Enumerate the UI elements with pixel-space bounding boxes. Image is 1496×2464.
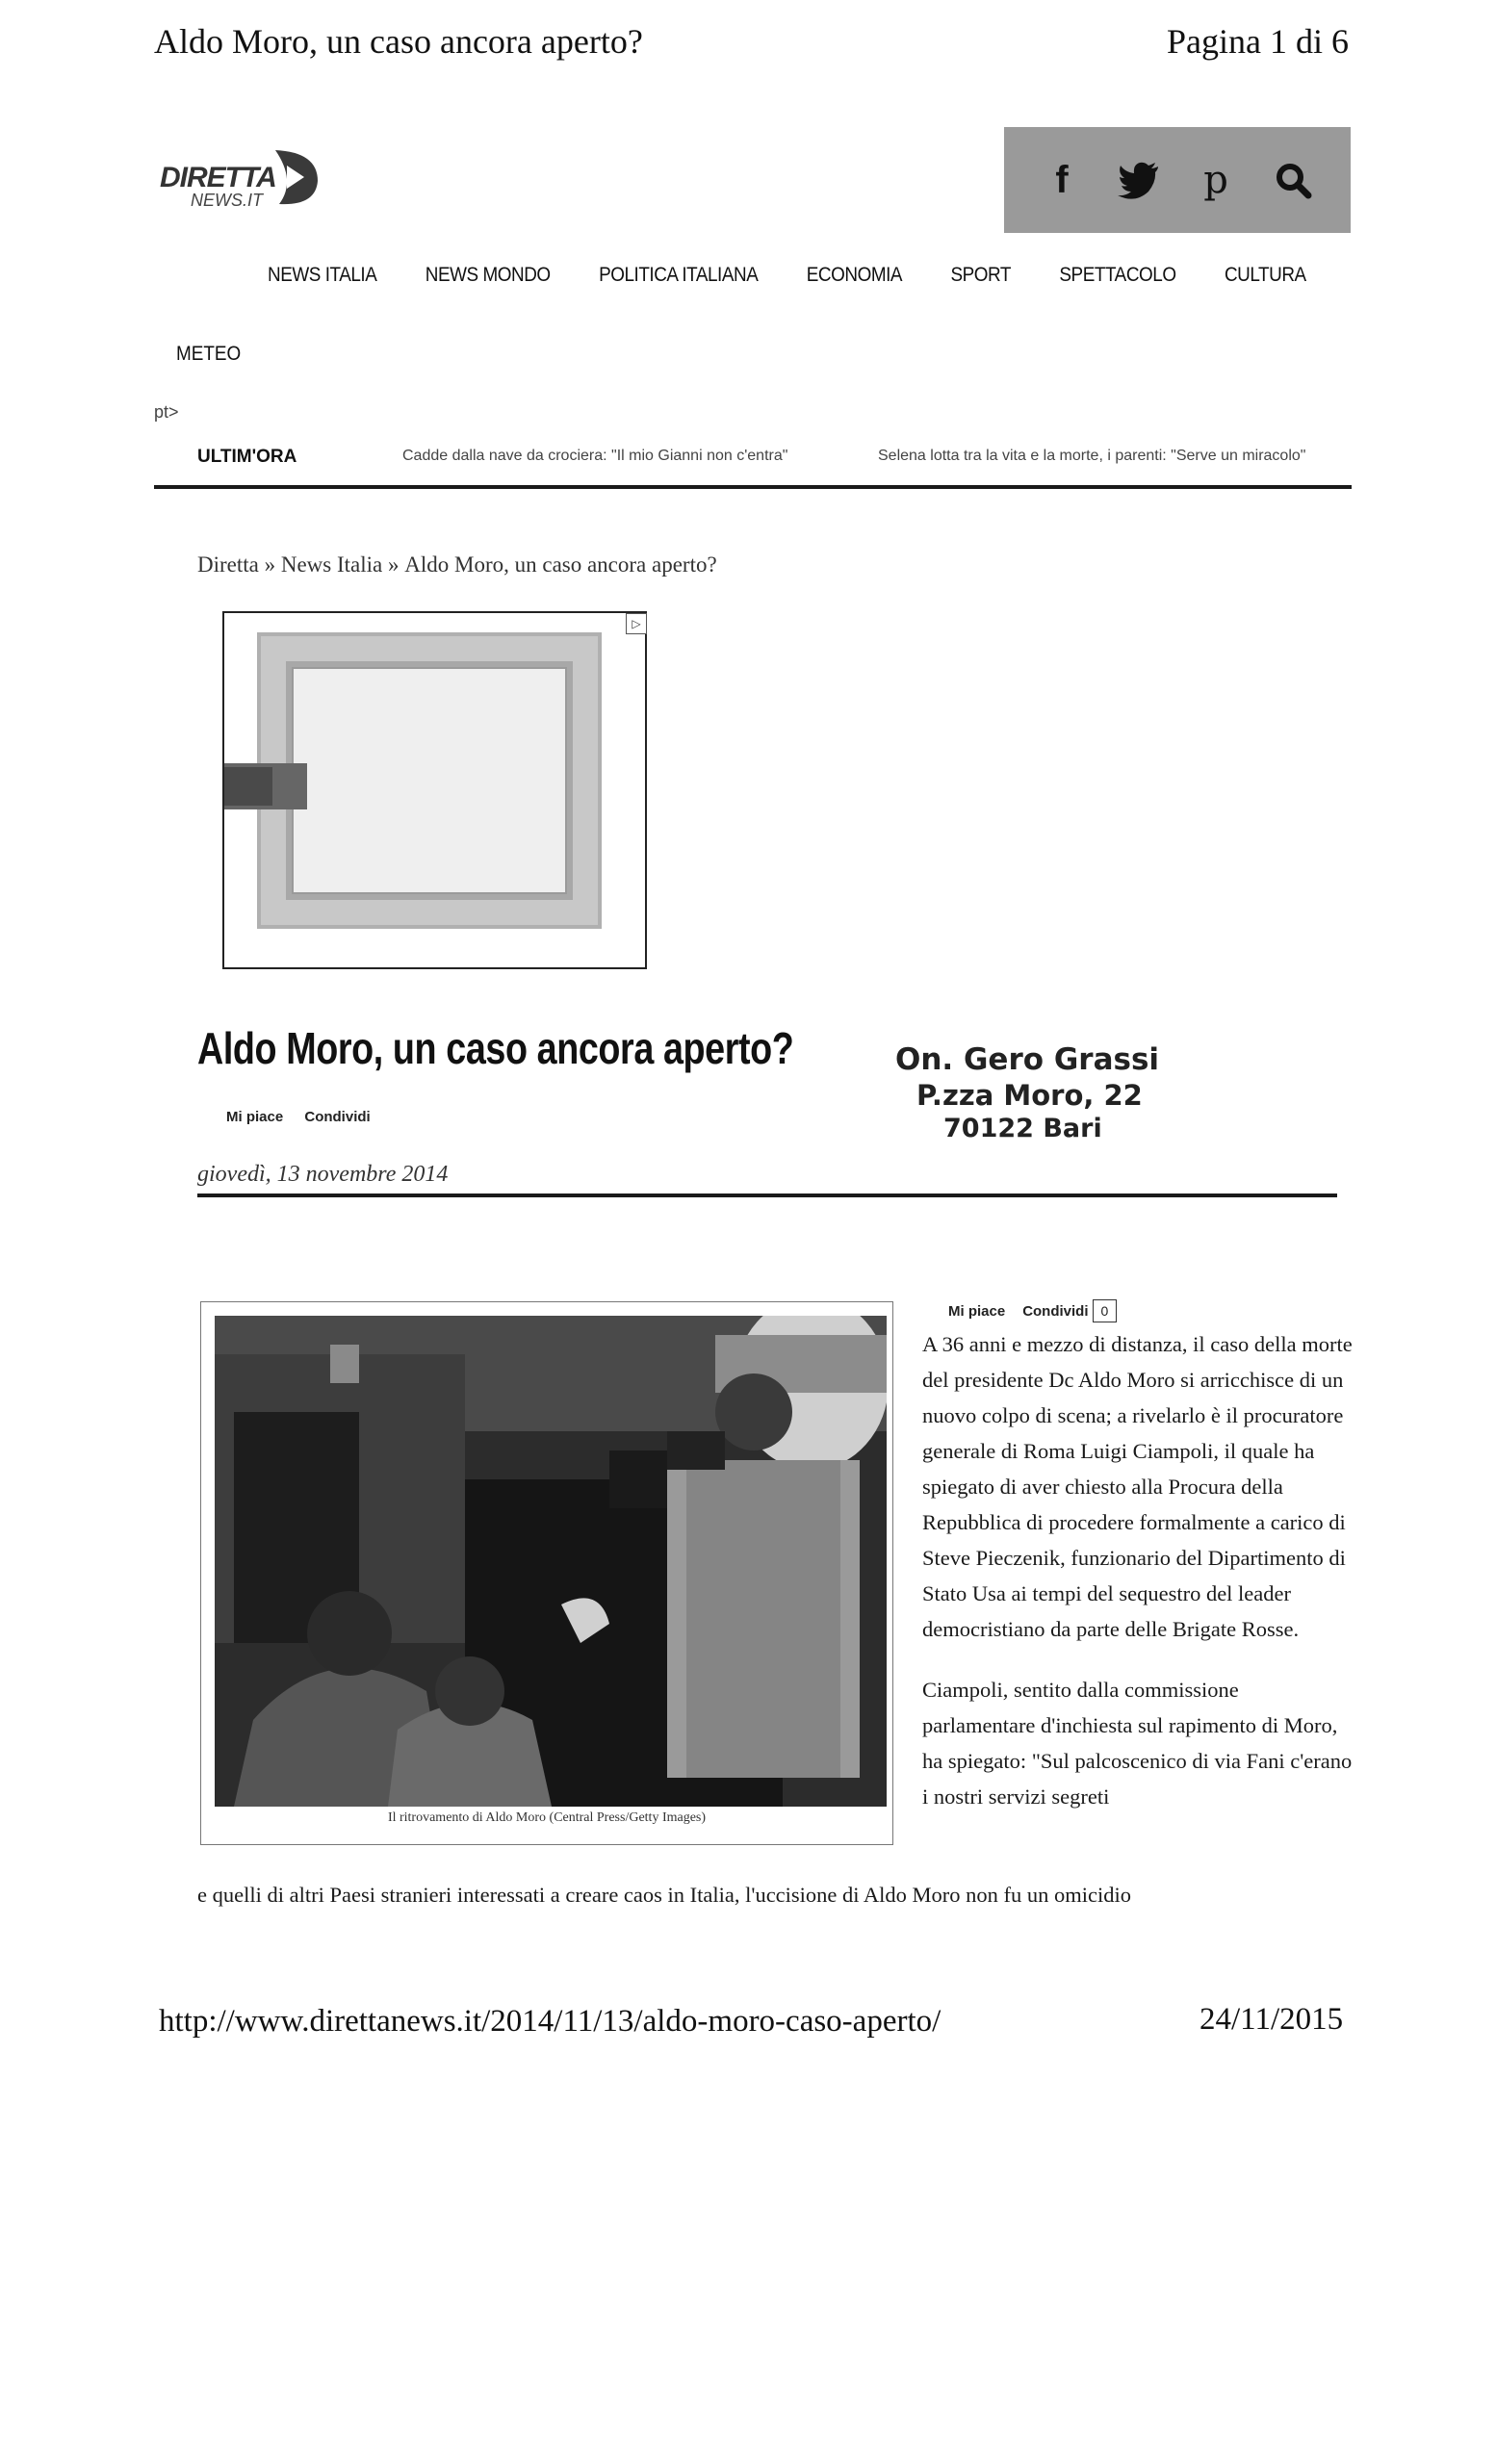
breadcrumb-section[interactable]: News Italia bbox=[280, 552, 383, 577]
pinterest-icon[interactable]: p bbox=[1203, 158, 1228, 202]
share-count: 0 bbox=[1093, 1299, 1118, 1322]
article-body bbox=[922, 1326, 1355, 1839]
logo-play-icon bbox=[268, 142, 325, 210]
stamp-line-3: 70122 Bari bbox=[943, 1114, 1102, 1143]
article-paragraph: A 36 anni e mezzo di distanza, il caso della morte del presidente Dc Aldo Moro si arricchisce di un nuovo colpo di scena; a rivelarlo è il procuratore generale di Roma Luigi Ciampoli, il quale ha spiegato di aver chiesto alla Procura della Repubblica di procedere formalmente a carico di Steve Pieczenik, funzionario del Dipartimento di Stato Usa ai tempi del sequestro del leader democristiano da parte delle Brigate Rosse. bbox=[922, 1332, 1353, 1641]
article-photo-figure bbox=[200, 1301, 893, 1845]
share-button[interactable]: Condividi bbox=[1022, 1302, 1089, 1320]
social-bar bbox=[1004, 127, 1351, 233]
article-headline: Aldo Moro, un caso ancora aperto? bbox=[197, 1023, 794, 1073]
nav-item-economia[interactable]: ECONOMIA bbox=[806, 264, 903, 286]
picture-frame-image bbox=[261, 636, 598, 925]
divider bbox=[154, 485, 1352, 489]
divider bbox=[197, 1194, 1337, 1197]
article-date: giovedì, 13 novembre 2014 bbox=[197, 1162, 449, 1187]
search-icon[interactable] bbox=[1269, 151, 1317, 209]
twitter-icon[interactable] bbox=[1115, 151, 1163, 209]
print-footer-url[interactable]: http://www.direttanews.it/2014/11/13/aldo-moro-caso-aperto/ bbox=[159, 2004, 941, 2039]
article-paragraph-continuation: e quelli di altri Paesi stranieri interessati a creare caos in Italia, l'uccisione di Aldo Moro non fu un omicidio bbox=[197, 1883, 1132, 1907]
ad-choices-icon[interactable]: ▷ bbox=[626, 613, 647, 634]
stamp-line-2: P.zza Moro, 22 bbox=[916, 1079, 1143, 1112]
article-photo[interactable] bbox=[215, 1316, 887, 1807]
breadcrumb-home[interactable]: Diretta bbox=[197, 552, 259, 577]
nav-item-spettacolo[interactable]: SPETTACOLO bbox=[1059, 264, 1176, 286]
like-button[interactable]: Mi piace bbox=[948, 1302, 1006, 1320]
ticker-label: ULTIM'ORA bbox=[197, 447, 297, 467]
nav-item-news-mondo[interactable]: NEWS MONDO bbox=[425, 264, 551, 286]
photo-caption: Il ritrovamento di Aldo Moro (Central Press/Getty Images) bbox=[387, 1810, 707, 1825]
site-logo[interactable] bbox=[154, 135, 337, 212]
article-paragraph: Ciampoli, sentito dalla commissione parlamentare d'inchiesta sul rapimento di Moro, ha spiegato: "Sul palcoscenico di via Fani c'erano i nostri servizi segreti bbox=[922, 1678, 1353, 1809]
address-stamp bbox=[895, 1042, 1159, 1143]
article-share-row bbox=[948, 1299, 1117, 1322]
share-button[interactable]: Condividi bbox=[304, 1109, 371, 1125]
ticker-item[interactable]: Cadde dalla nave da crociera: "Il mio Gianni non c'entra" bbox=[402, 448, 788, 464]
breadcrumb bbox=[197, 552, 717, 578]
stamp-line-1: On. Gero Grassi bbox=[895, 1042, 1160, 1077]
logo-name: DIRETTA bbox=[160, 162, 276, 193]
nav-item-cultura[interactable]: CULTURA bbox=[1224, 264, 1306, 286]
stray-markup-text: pt> bbox=[154, 402, 179, 422]
print-header-title: Aldo Moro, un caso ancora aperto? bbox=[154, 22, 643, 61]
nav-item-politica-italiana[interactable]: POLITICA ITALIANA bbox=[599, 264, 759, 286]
breadcrumb-separator: » bbox=[388, 552, 400, 577]
main-nav bbox=[268, 264, 1306, 287]
like-button[interactable]: Mi piace bbox=[226, 1109, 284, 1125]
print-footer-date: 24/11/2015 bbox=[1199, 2002, 1344, 2037]
breadcrumb-separator: » bbox=[264, 552, 276, 577]
ticker-item[interactable]: Selena lotta tra la vita e la morte, i parenti: "Serve un miracolo" bbox=[878, 448, 1306, 464]
ad-tab-shadow bbox=[224, 767, 272, 806]
nav-item-news-italia[interactable]: NEWS ITALIA bbox=[268, 264, 377, 286]
facebook-icon[interactable]: f bbox=[1055, 159, 1069, 201]
breadcrumb-current: Aldo Moro, un caso ancora aperto? bbox=[404, 552, 717, 577]
ad-banner[interactable] bbox=[222, 611, 647, 969]
nav-item-sport[interactable]: SPORT bbox=[950, 264, 1012, 286]
print-page-number: Pagina 1 di 6 bbox=[1167, 22, 1349, 61]
logo-sub: NEWS.IT bbox=[191, 191, 263, 210]
nav-item-meteo[interactable]: METEO bbox=[176, 343, 242, 365]
share-row bbox=[226, 1109, 388, 1125]
